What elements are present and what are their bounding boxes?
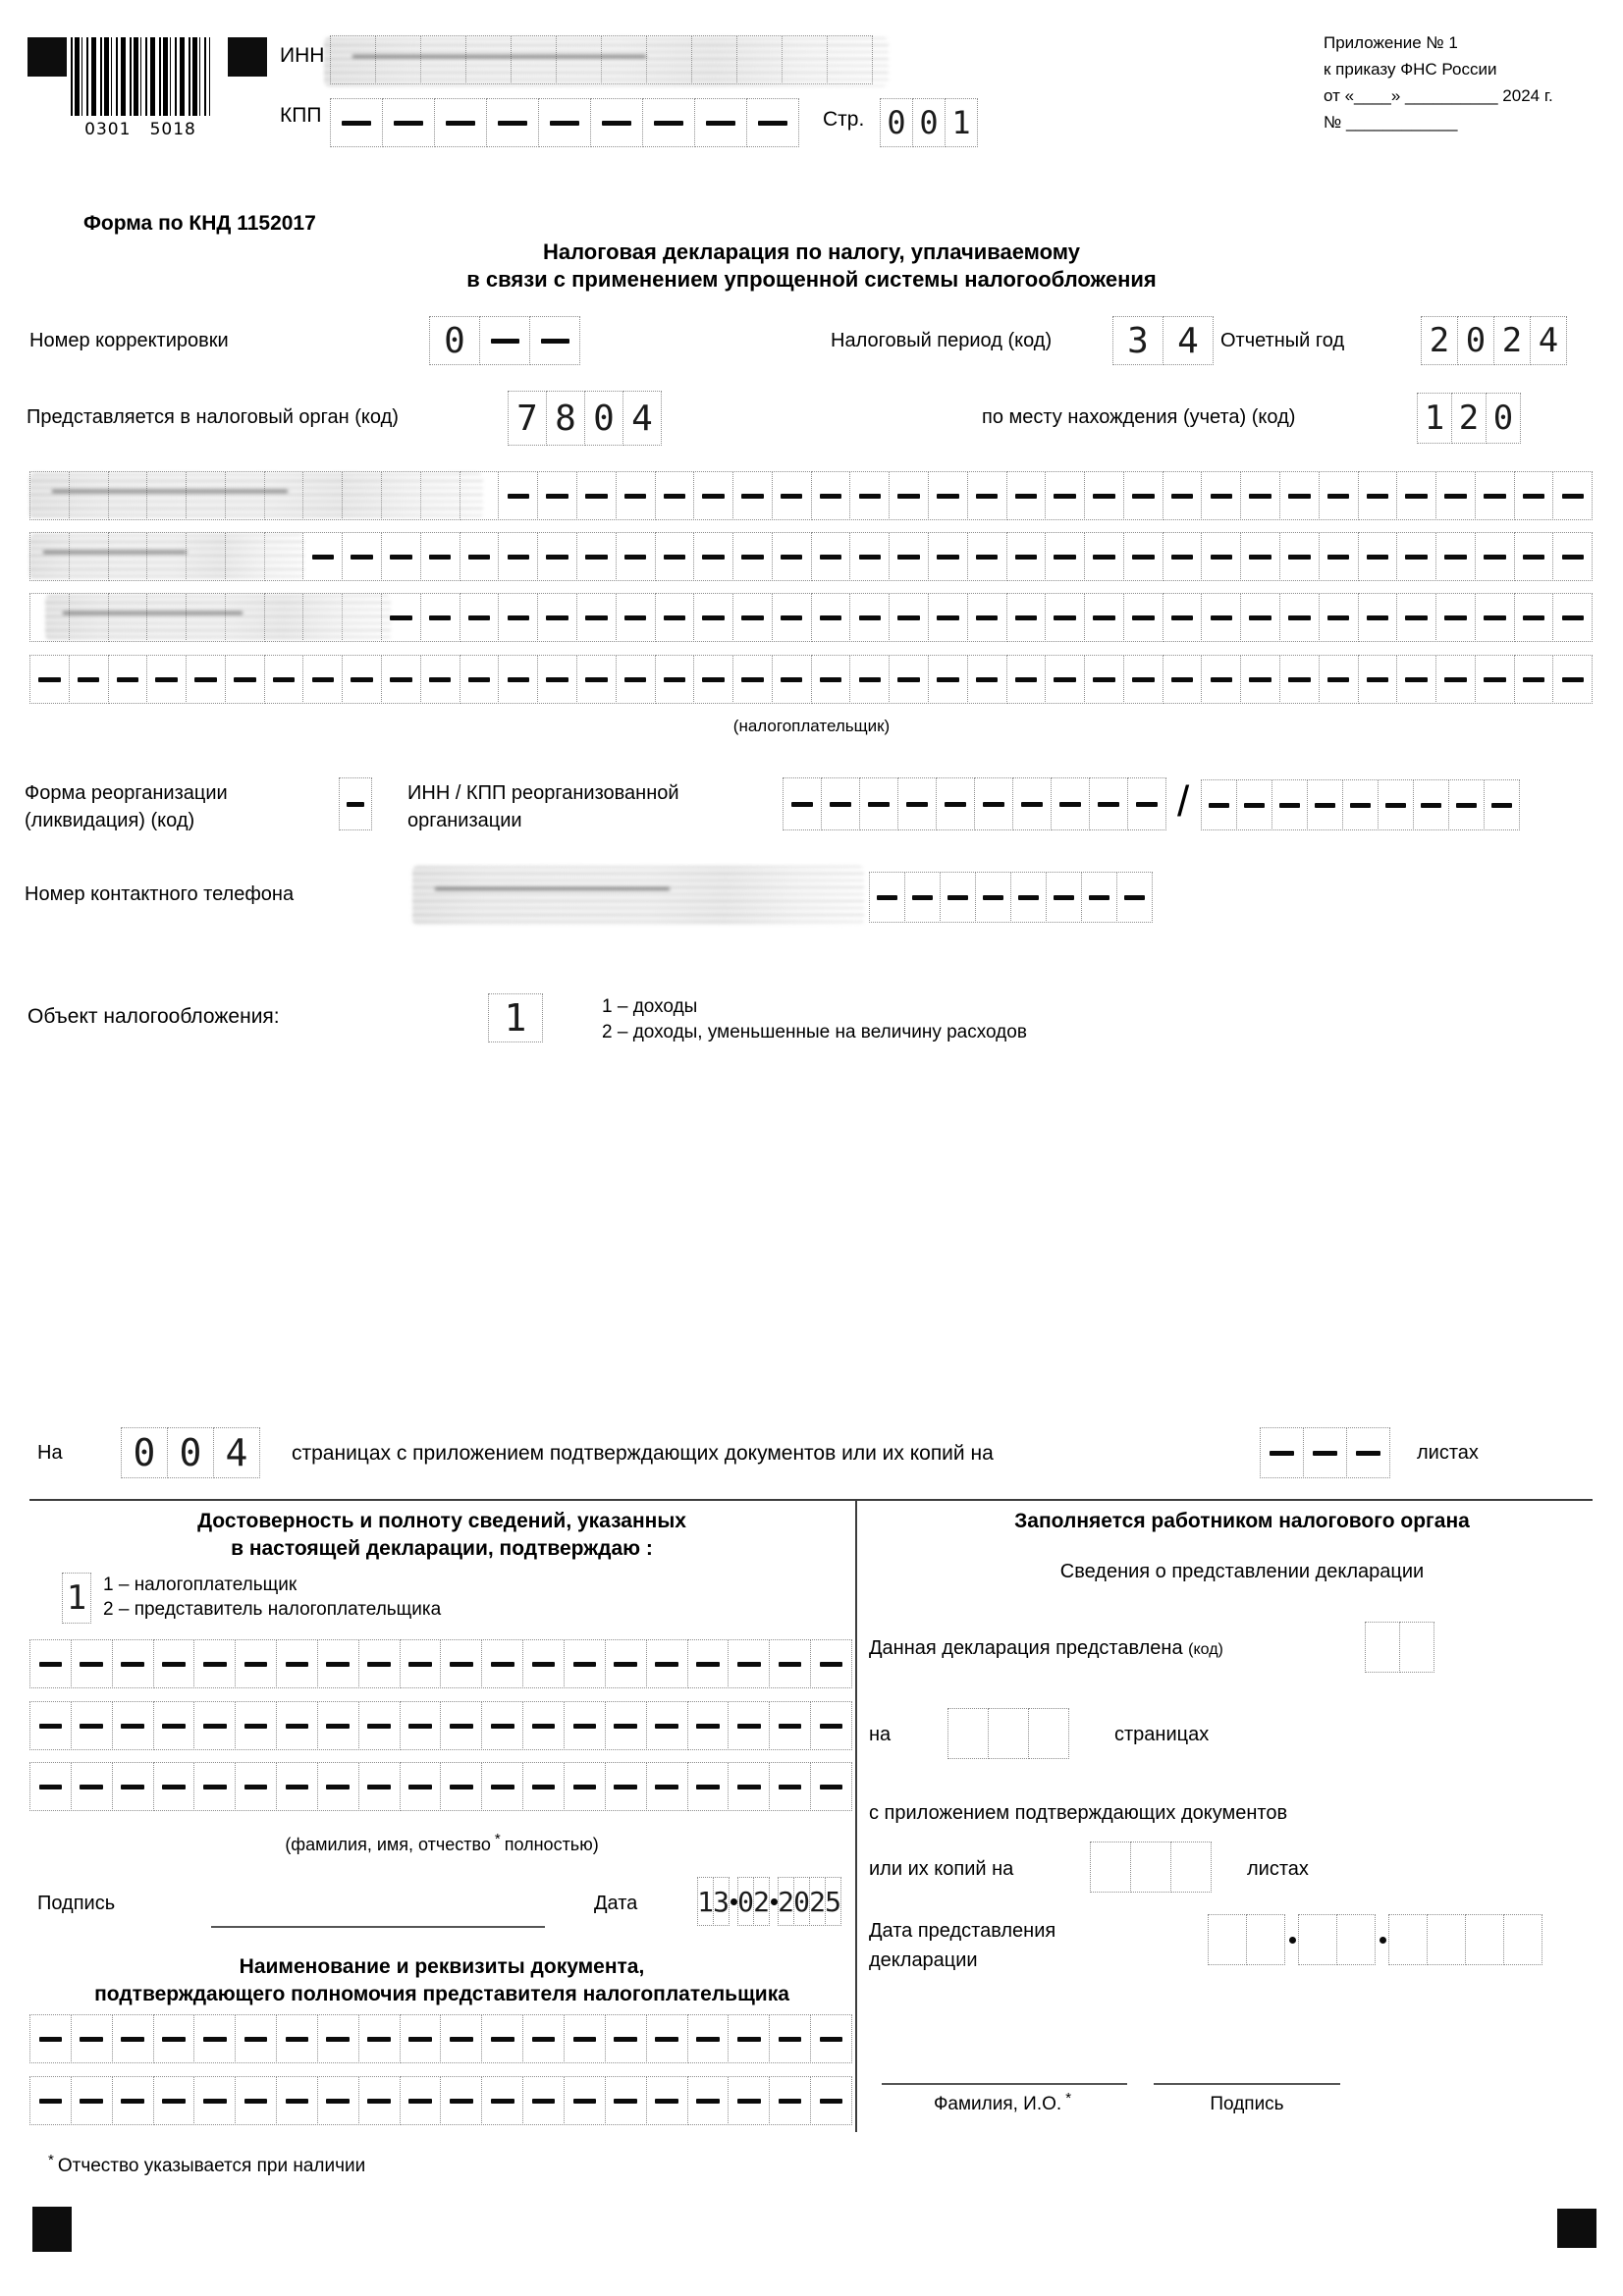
- inspector-name-line: [882, 2083, 1127, 2085]
- authority-doc-title-line1: Наименование и реквизиты документа,: [239, 1955, 645, 1978]
- appendix-line: Приложение № 1: [1324, 33, 1458, 52]
- taxation-object-option-1: 1 – доходы: [602, 996, 698, 1017]
- signature-label: Подпись: [37, 1893, 116, 1914]
- tax-authority-field: 7 8 0 4: [508, 391, 662, 446]
- representative-fio-row: [29, 1701, 852, 1750]
- appendix-line: № ____________: [1324, 113, 1458, 132]
- confirm-option-2: 2 – представитель налогоплательщика: [103, 1599, 442, 1620]
- tax-period-field: 3 4: [1112, 316, 1214, 365]
- taxation-object-label: Объект налогообложения:: [27, 1005, 280, 1028]
- form-title-line2: в связи с применением упрощенной системы налогообложения: [466, 267, 1157, 292]
- signature-date-field: 1 3 0 2 2 0 2 5: [697, 1877, 841, 1926]
- representative-fio-row: [29, 1639, 852, 1688]
- inn-label: ИНН: [280, 44, 325, 67]
- reorg-form-field: [339, 777, 372, 830]
- signature-line: [211, 1926, 545, 1928]
- kpp-label: КПП: [280, 104, 322, 127]
- confirm-person-field: 1: [62, 1573, 91, 1624]
- office-docs-text: с приложением подтверждающих документов: [869, 1802, 1288, 1824]
- taxpayer-name-row: [29, 655, 1593, 704]
- inn-kpp-separator: /: [1177, 777, 1190, 826]
- inspector-name-caption: [882, 2090, 1127, 2115]
- taxation-object-field: 1: [488, 993, 543, 1042]
- declaration-submitted-label: [869, 1637, 1223, 1660]
- kpp-field: [330, 98, 799, 147]
- reorg-inn-field: [783, 777, 1166, 830]
- redacted-phone-value: [412, 866, 864, 925]
- submission-date-label: Дата представления: [869, 1920, 1056, 1942]
- authority-doc-row: [29, 2076, 852, 2125]
- footnote-asterisk: *: [48, 2152, 54, 2168]
- authority-doc-row: [29, 2014, 852, 2063]
- inspector-signature-caption: Подпись: [1210, 2094, 1284, 2114]
- redacted-taxpayer-name: [29, 473, 483, 518]
- reorg-form-label: (ликвидация) (код): [25, 810, 195, 831]
- submission-date-field: [1208, 1914, 1542, 1965]
- fio-caption-text: (фамилия, имя, отчество: [285, 1835, 491, 1854]
- contact-phone-label: Номер контактного телефона: [25, 883, 295, 905]
- reorg-kpp-field: [1201, 779, 1520, 830]
- correction-number-field: 0: [429, 316, 580, 365]
- section-divider-vertical: [855, 1499, 857, 2132]
- footnote: [44, 2152, 366, 2177]
- place-code-field: 1 2 0: [1417, 393, 1521, 444]
- registration-mark-top-left: [27, 37, 67, 77]
- form-title-line1: Налоговая декларация по налогу, уплачиваемому: [542, 240, 1081, 264]
- place-code-label: по месту нахождения (учета) (код): [982, 406, 1296, 428]
- office-copies-prefix: или их копий на: [869, 1858, 1014, 1880]
- confirm-title-line1: Достоверность и полноту сведений, указанных: [197, 1510, 686, 1532]
- confirm-option-1: 1 – налогоплательщик: [103, 1575, 298, 1595]
- report-year-field: 2 0 2 4: [1421, 316, 1567, 365]
- tax-period-label: Налоговый период (код): [831, 330, 1053, 351]
- pages-prefix: На: [37, 1442, 63, 1464]
- submission-date-label: декларации: [869, 1949, 978, 1971]
- pages-text: страницах с приложением подтверждающих документов или их копий на: [292, 1442, 994, 1465]
- appendix-line: от «____» __________ 2024 г.: [1324, 86, 1553, 105]
- footnote-asterisk: *: [1065, 2090, 1072, 2107]
- form-barcode: [71, 37, 210, 116]
- fio-caption: [29, 1831, 854, 1855]
- tax-office-subtitle: Сведения о представлении декларации: [1059, 1561, 1425, 1582]
- appendix-line: к приказу ФНС России: [1324, 60, 1497, 79]
- form-barcode-digits: 0301 5018: [84, 120, 196, 139]
- confirm-title-line2: в настоящей декларации, подтверждаю :: [231, 1537, 653, 1560]
- office-pages-suffix: страницах: [1114, 1724, 1210, 1745]
- form-knd-code: Форма по КНД 1152017: [83, 212, 316, 235]
- office-copies-field: [1090, 1842, 1212, 1893]
- authority-doc-title-line2: подтверждающего полномочия представителя налогоплательщика: [94, 1983, 789, 2005]
- section-divider-horizontal: [29, 1499, 1593, 1501]
- taxpayer-caption: (налогоплательщик): [732, 717, 891, 735]
- footnote-asterisk: *: [494, 1831, 501, 1847]
- registration-mark-bottom-right: [1557, 2209, 1596, 2248]
- sheets-count-field: [1260, 1427, 1390, 1478]
- correction-number-label: Номер корректировки: [29, 330, 229, 351]
- inspector-name-caption-text: Фамилия, И.О.: [933, 2094, 1062, 2114]
- representative-fio-row: [29, 1762, 852, 1811]
- contact-phone-field: [869, 872, 1153, 923]
- declaration-submitted-code-field: [1365, 1622, 1434, 1673]
- appendix-note: [1324, 29, 1553, 135]
- page-number-field: 0 0 1: [880, 98, 978, 147]
- tax-office-title: Заполняется работником налогового органа: [1014, 1510, 1470, 1532]
- reorg-inn-kpp-label: ИНН / КПП реорганизованной: [407, 782, 679, 804]
- office-pages-prefix: на: [869, 1724, 892, 1745]
- redacted-taxpayer-name: [29, 534, 304, 579]
- redacted-inn-value: [324, 37, 889, 86]
- reorg-inn-kpp-label: организации: [407, 810, 522, 831]
- page-number-label: Стр.: [823, 108, 865, 131]
- office-pages-field: [947, 1708, 1069, 1759]
- reorg-form-label: Форма реорганизации: [25, 782, 228, 804]
- fio-caption-text: полностью): [504, 1835, 599, 1854]
- registration-mark-bottom-left: [32, 2207, 72, 2252]
- pages-count-field: 0 0 4: [121, 1427, 260, 1478]
- declaration-submitted-text: Данная декларация представлена: [869, 1637, 1183, 1659]
- tax-authority-label: Представляется в налоговый орган (код): [27, 406, 399, 428]
- taxation-object-option-2: 2 – доходы, уменьшенные на величину расходов: [602, 1022, 1027, 1042]
- footnote-text: Отчество указывается при наличии: [57, 2156, 366, 2176]
- inspector-signature-line: [1154, 2083, 1340, 2085]
- date-label: Дата: [594, 1893, 638, 1914]
- redacted-taxpayer-name: [45, 595, 391, 640]
- sheets-suffix: листах: [1417, 1442, 1479, 1464]
- declaration-submitted-code-label: (код): [1188, 1641, 1223, 1658]
- report-year-label: Отчетный год: [1220, 330, 1345, 351]
- registration-mark-top-mid: [228, 37, 267, 77]
- office-copies-suffix: листах: [1247, 1858, 1309, 1880]
